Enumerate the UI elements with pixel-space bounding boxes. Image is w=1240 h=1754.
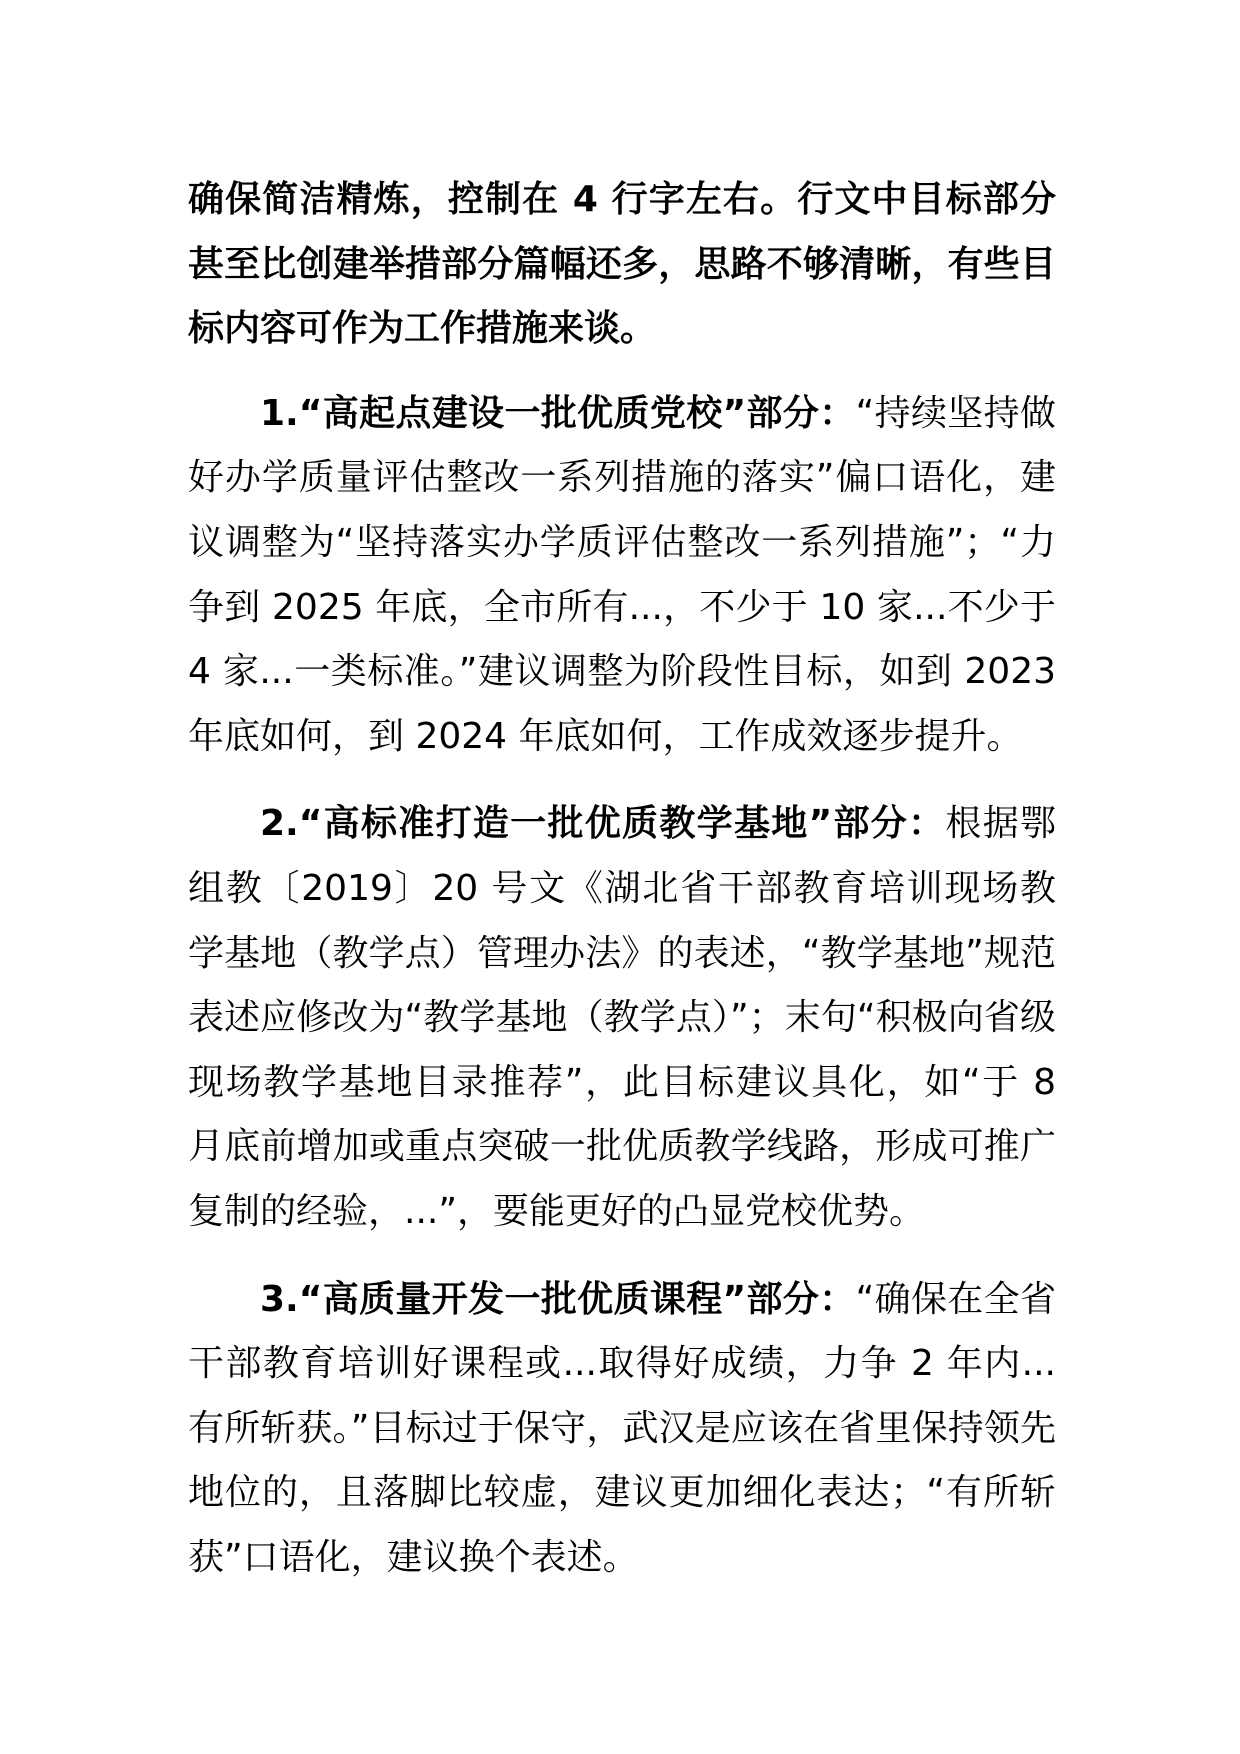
intro-paragraph: 确保简洁精炼，控制在 4 行字左右。行文中目标部分甚至比创建举措部分篇幅还多，思路不够清晰，有些目标内容可作为工作措施来谈。 (188, 179, 1056, 350)
section-paragraph-1 (188, 382, 1056, 770)
section-paragraph-2 (188, 792, 1056, 1244)
document-page (188, 168, 1056, 1613)
section-body-3: “确保在全省干部教育培训好课程或...取得好成绩，力争 2 年内...有所斩获。”目标过于保守，武汉是应该在省里保持领先地位的，且落脚比较虚，建议更加细化表达；“有所斩获”口语化，建议换个表述。 (188, 1278, 1056, 1578)
section-heading-2: 2.“高标准打造一批优质教学基地”部分： (260, 803, 946, 845)
section-heading-3: 3.“高质量开发一批优质课程”部分： (260, 1278, 856, 1320)
section-paragraph-3 (188, 1268, 1056, 1591)
section-heading-1: 1.“高起点建设一批优质党校”部分： (260, 392, 856, 434)
section-body-1: “持续坚持做好办学质量评估整改一系列措施的落实”偏口语化，建议调整为“坚持落实办学质评估整改一系列措施”；“力争到 2025 年底，全市所有...，不少于 10 家...不少于 4 家...一类标准。”建议调整为阶段性目标，如到 2023 年底如何，到 2024 年底如何，工作成效逐步提升。 (188, 392, 1056, 757)
section-body-2: 根据鄂组教〔2019〕20 号文《湖北省干部教育培训现场教学基地（教学点）管理办法》的表述，“教学基地”规范表述应修改为“教学基地（教学点）”；末句“积极向省级现场教学基地目录推荐”，此目标建议具化，如“于 8 月底前增加或重点突破一批优质教学线路，形成可推广复制的经验，...”，要能更好的凸显党校优势。 (188, 803, 1056, 1232)
